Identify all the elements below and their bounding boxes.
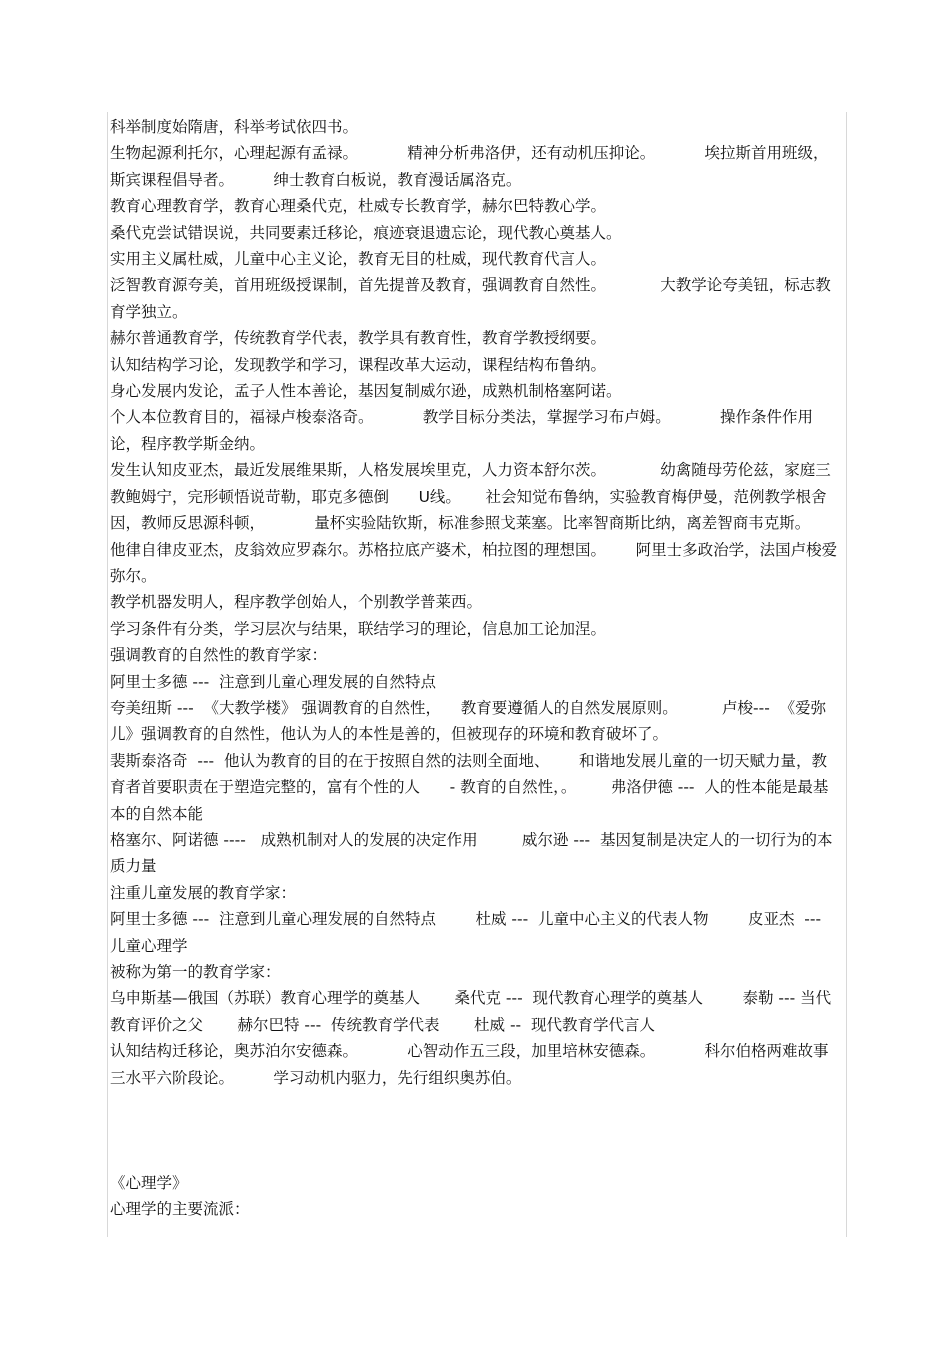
paragraph: 桑代克尝试错误说，共同要素迁移论，痕迹衰退遗忘论，现代教心奠基人。 <box>110 223 622 242</box>
paragraph: 裴斯泰洛奇 --- 他认为教育的目的在于按照自然的法则全面地、 和谐地发展儿童的一切天赋力量，教育者首要职责在于塑造完整的，富有个性的人 - 教育的自然性，。 弗洛伊德 --- 人的性本能是最基本的自然本能 <box>110 751 829 823</box>
paragraph: 个人本位教育目的，福禄卢梭泰洛奇。 教学目标分类法，掌握学习布卢姆。 操作条件作用论，程序教学斯金纳。 <box>110 408 814 453</box>
paragraph: 认知结构迁移论，奥苏泊尔安德森。 心智动作五三段，加里培林安德森。 科尔伯格两难故事三水平六阶段论。 学习动机内驱力，先行组织奥苏伯。 <box>110 1042 829 1087</box>
paragraph: 赫尔普通教育学，传统教育学代表，教学具有教育性，教育学教授纲要。 <box>110 329 607 348</box>
section-heading: 强调教育的自然性的教育学家： <box>110 646 328 665</box>
paragraph: 认知结构学习论，发现教学和学习，课程改革大运动，课程结构布鲁纳。 <box>110 355 607 374</box>
paragraph: 泛智教育源夸美，首用班级授课制，首先提普及教育，强调教育自然性。 大教学论夸美钮，标志教育学独立。 <box>110 276 831 321</box>
paragraph: 生物起源利托尔，心理起源有孟禄。 精神分析弗洛伊，还有动机压抑论。 埃拉斯首用班级，斯宾课程倡导者。 绅士教育白板说，教育漫话属洛克。 <box>110 144 829 189</box>
paragraph: 教育心理教育学，教育心理桑代克，杜威专长教育学，赫尔巴特教心学。 <box>110 197 607 216</box>
document-body <box>110 114 850 1223</box>
paragraph: 阿里士多德 --- 注意到儿童心理发展的自然特点 <box>110 672 437 691</box>
paragraph: 夸美纽斯 --- 《大教学楼》 强调教育的自然性， 教育要遵循人的自然发展原则。 卢梭--- 《爱弥儿》强调教育的自然性，他认为人的本性是善的，但被现存的环境和教育破坏了。 <box>110 698 827 744</box>
paragraph: 阿里士多德 --- 注意到儿童心理发展的自然特点 杜威 --- 儿童中心主义的代表人物 皮亚杰 --- 儿童心理学 <box>110 910 831 955</box>
paragraph: 科举制度始隋唐，科举考试依四书。 <box>110 118 359 136</box>
paragraph: 学习条件有分类，学习层次与结果，联结学习的理论，信息加工论加涅。 <box>110 619 607 638</box>
blank-space <box>110 1091 842 1170</box>
paragraph: 身心发展内发论，孟子人性本善论，基因复制威尔逊，成熟机制格塞阿诺。 <box>110 382 622 401</box>
paragraph: 乌申斯基—俄国（苏联）教育心理学的奠基人 桑代克 --- 现代教育心理学的奠基人 泰勒 --- 当代教育评价之父 赫尔巴特 --- 传统教育学代表 杜威 -- 现代教育学代言人 <box>110 989 832 1034</box>
paragraph: 发生认知皮亚杰，最近发展维果斯，人格发展埃里克，人力资本舒尔茨。 幼禽随母劳伦兹，家庭三教鲍姆宁，完形顿悟说苛勒，耶克多德倒 U线。 社会知觉布鲁纳，实验教育梅伊曼，范例教学根舍因，教师反思源科顿， 量杯实验陆钦斯，标准参照戈莱塞。比率智商斯比纳，离差智商韦克斯。 他律自律皮亚杰，皮翁效应罗森尔。苏格拉底产婆术，柏拉图的理想国。 阿里士多政治学，法国卢梭爱弥尔。 <box>110 461 850 585</box>
section-subtitle: 心理学的主要流派： <box>110 1200 250 1219</box>
paragraph: 教学机器发明人，程序教学创始人，个别教学普莱西。 <box>110 593 483 612</box>
paragraph: 格塞尔、阿诺德 ---- 成熟机制对人的发展的决定作用 威尔逊 --- 基因复制是决定人的一切行为的本质力量 <box>110 830 833 876</box>
section-title: 《心理学》 <box>110 1174 188 1193</box>
paragraph: 实用主义属杜威，儿童中心主义论，教育无目的杜威，现代教育代言人。 <box>110 250 607 269</box>
section-heading: 被称为第一的教育学家： <box>110 963 281 981</box>
section-heading: 注重儿童发展的教育学家： <box>110 883 297 902</box>
